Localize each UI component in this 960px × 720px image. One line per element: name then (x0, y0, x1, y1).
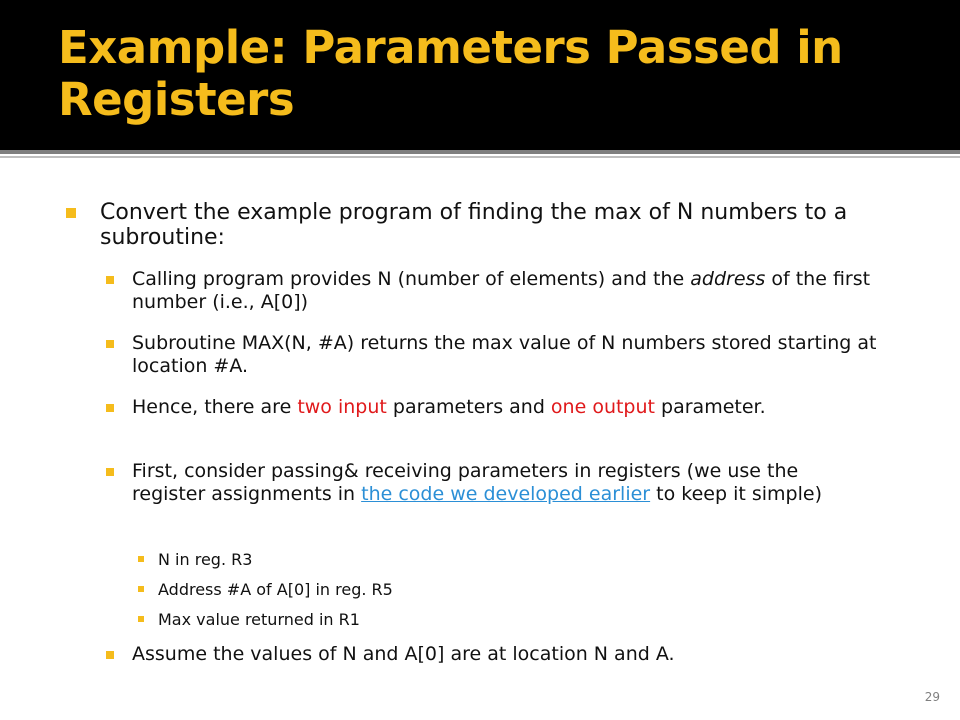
highlight-text: two input (297, 396, 387, 418)
square-bullet-icon (138, 586, 144, 592)
text-run: of the first number (i.e., A[0]) (132, 268, 871, 313)
emphasis-text: address (690, 268, 766, 290)
sub-bullet-text (132, 396, 877, 419)
square-bullet-icon (106, 651, 114, 659)
bullet-text: Convert the example program of finding the max of N numbers to a subroutine: (100, 200, 848, 250)
sub-sub-bullet-text: N in reg. R3 (158, 550, 253, 569)
square-bullet-icon (138, 556, 144, 562)
sub-bullet-text: Assume the values of N and A[0] are at location N and A. (132, 643, 675, 665)
square-bullet-icon (106, 276, 114, 284)
text-run: Hence, there are (132, 396, 298, 418)
text-run: parameters and (386, 396, 551, 418)
square-bullet-icon (106, 404, 114, 412)
text-run: Calling program provides N (number of elements) and the (132, 268, 691, 290)
text-run: parameter. (655, 396, 766, 418)
sub-sub-bullet-text: Address #A of A[0] in reg. R5 (158, 580, 393, 599)
text-run: to keep it simple) (650, 483, 822, 505)
text-run: First, consider passing& receiving parameters in registers (we use the register assignments in (132, 460, 799, 505)
page-number: 29 (924, 690, 940, 704)
square-bullet-icon (106, 468, 114, 476)
sub-bullet-text (132, 268, 877, 314)
slide-title: Example: Parameters Passed in Registers (58, 21, 843, 126)
square-bullet-icon (106, 340, 114, 348)
square-bullet-icon (66, 208, 76, 218)
highlight-text: one output (550, 396, 655, 418)
sub-sub-bullet-text: Max value returned in R1 (158, 610, 360, 629)
square-bullet-icon (138, 616, 144, 622)
sub-bullet-text: Subroutine MAX(N, #A) returns the max value of N numbers stored starting at location #A. (132, 332, 877, 377)
code-link[interactable]: the code we developed earlier (361, 483, 651, 505)
sub-bullet-text (132, 460, 877, 506)
